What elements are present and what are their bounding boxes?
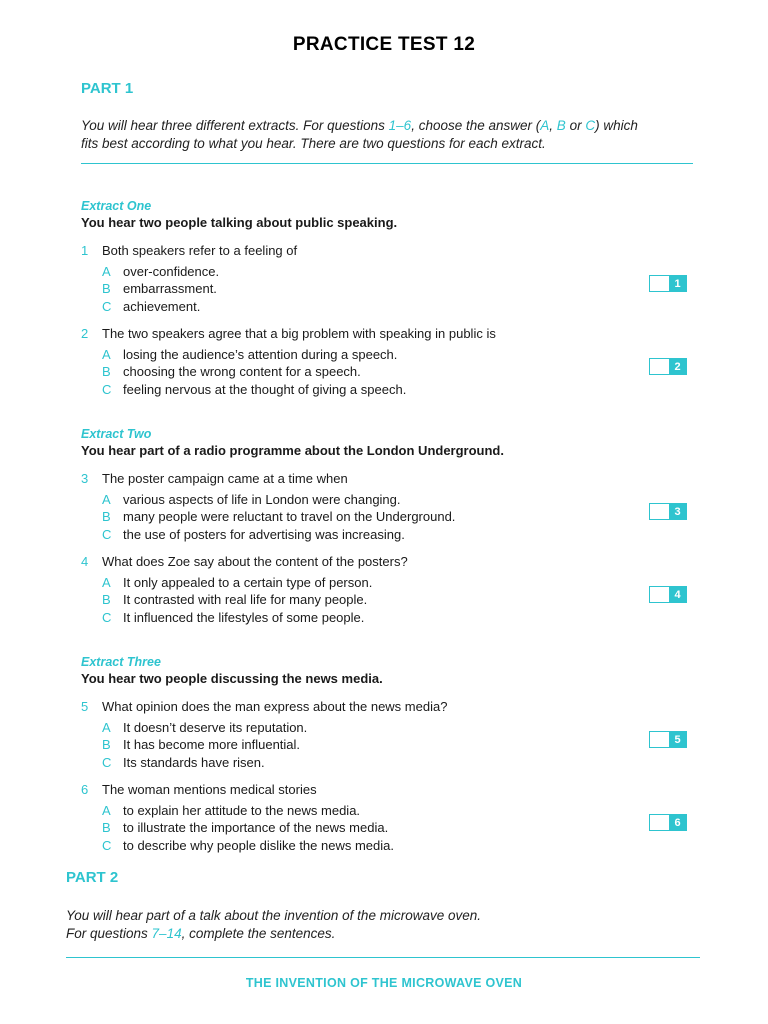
answer-blank[interactable] xyxy=(650,276,669,291)
extract-label: Extract One xyxy=(81,199,152,213)
option-letter: C xyxy=(102,381,112,397)
answer-box-5[interactable] xyxy=(649,731,687,748)
part1-heading: PART 1 xyxy=(81,80,134,97)
instr-letter-c: C xyxy=(585,118,596,133)
answer-box-2[interactable] xyxy=(649,358,687,375)
part2-divider xyxy=(66,957,700,958)
extract-one xyxy=(81,198,681,232)
option-text: losing the audience’s attention during a speech. xyxy=(123,346,398,362)
extract-description: You hear two people discussing the news media. xyxy=(81,671,383,686)
option-text: feeling nervous at the thought of giving a speech. xyxy=(123,381,407,397)
part1-instructions xyxy=(81,117,701,153)
instr-line2: fits best according to what you hear. There are two questions for each extract. xyxy=(81,136,546,151)
question-text: The woman mentions medical stories xyxy=(102,782,317,797)
option-text: to describe why people dislike the news media. xyxy=(123,837,394,853)
option-text: choosing the wrong content for a speech. xyxy=(123,364,361,379)
instr-line1: You will hear part of a talk about the invention of the microwave oven. xyxy=(66,908,481,923)
instr-text: , xyxy=(549,118,557,133)
answer-box-4[interactable] xyxy=(649,586,687,603)
option-text: It influenced the lifestyles of some people. xyxy=(123,609,365,625)
question-number: 6 xyxy=(81,782,89,797)
option-letter: B xyxy=(102,364,111,379)
extract-description: You hear two people talking about public speaking. xyxy=(81,215,398,230)
extract-two xyxy=(81,426,681,460)
page-title: PRACTICE TEST 12 xyxy=(292,34,476,55)
option-text: to illustrate the importance of the news media. xyxy=(123,820,389,835)
question-number: 3 xyxy=(81,471,89,486)
option-letter: C xyxy=(102,754,112,770)
option-letter: A xyxy=(102,719,111,735)
option-text: achievement. xyxy=(123,298,201,314)
question-1 xyxy=(81,242,641,315)
question-3 xyxy=(81,470,641,543)
instr-text: For questions xyxy=(66,926,152,941)
option-letter: A xyxy=(102,491,111,507)
instr-text: You will hear three different extracts. For questions xyxy=(81,118,389,133)
question-number: 5 xyxy=(81,699,89,714)
question-5 xyxy=(81,698,641,771)
option-text: It contrasted with real life for many people. xyxy=(123,592,368,607)
answer-number: 1 xyxy=(669,276,686,291)
instr-text: , complete the sentences. xyxy=(181,926,336,941)
answer-number: 2 xyxy=(669,359,686,374)
option-letter: B xyxy=(102,737,111,752)
option-text: various aspects of life in London were changing. xyxy=(123,491,401,507)
option-text: over-confidence. xyxy=(123,263,220,279)
option-text: It only appealed to a certain type of person. xyxy=(123,574,373,590)
instr-text: or xyxy=(565,118,586,133)
answer-number: 3 xyxy=(669,504,686,519)
option-text: embarrassment. xyxy=(123,281,217,296)
question-text: The poster campaign came at a time when xyxy=(102,471,348,486)
question-4 xyxy=(81,553,641,626)
option-letter: B xyxy=(102,281,111,296)
option-text: to explain her attitude to the news media. xyxy=(123,802,361,818)
answer-number: 5 xyxy=(669,732,686,747)
answer-number: 6 xyxy=(669,815,686,830)
question-number: 4 xyxy=(81,554,89,569)
option-letter: B xyxy=(102,592,111,607)
answer-blank[interactable] xyxy=(650,587,669,602)
answer-blank[interactable] xyxy=(650,359,669,374)
question-6 xyxy=(81,781,641,854)
question-text: What opinion does the man express about the news media? xyxy=(102,699,448,714)
instr-text: ) which xyxy=(595,118,638,133)
extract-description: You hear part of a radio programme about the London Underground. xyxy=(81,443,504,458)
option-letter: C xyxy=(102,298,112,314)
extract-three xyxy=(81,654,681,688)
part2-instructions xyxy=(66,907,706,943)
question-text: Both speakers refer to a feeling of xyxy=(102,243,298,258)
instr-letter-b: B xyxy=(556,118,566,133)
answer-number: 4 xyxy=(669,587,686,602)
option-letter: C xyxy=(102,526,112,542)
option-text: many people were reluctant to travel on the Underground. xyxy=(123,509,456,524)
option-letter: B xyxy=(102,509,111,524)
instr-range: 7–14 xyxy=(151,926,182,941)
part1-divider xyxy=(81,163,693,164)
question-2 xyxy=(81,325,641,398)
question-text: What does Zoe say about the content of the posters? xyxy=(102,554,408,569)
instr-range: 1–6 xyxy=(388,118,412,133)
option-text: Its standards have risen. xyxy=(123,754,265,770)
option-text: It doesn’t deserve its reputation. xyxy=(123,719,308,735)
extract-label: Extract Two xyxy=(81,427,152,441)
option-letter: A xyxy=(102,802,111,818)
question-number: 1 xyxy=(81,243,89,258)
answer-box-6[interactable] xyxy=(649,814,687,831)
option-letter: A xyxy=(102,263,111,279)
instr-text: , choose the answer ( xyxy=(411,118,541,133)
answer-blank[interactable] xyxy=(650,504,669,519)
option-text: the use of posters for advertising was increasing. xyxy=(123,526,405,542)
extract-label: Extract Three xyxy=(81,655,161,669)
question-text: The two speakers agree that a big problem with speaking in public is xyxy=(102,326,496,341)
option-letter: C xyxy=(102,609,112,625)
part2-heading: PART 2 xyxy=(66,869,119,886)
option-letter: A xyxy=(102,346,111,362)
question-number: 2 xyxy=(81,326,89,341)
answer-box-1[interactable] xyxy=(649,275,687,292)
section-subtitle: THE INVENTION OF THE MICROWAVE OVEN xyxy=(245,976,523,990)
option-letter: A xyxy=(102,574,111,590)
instr-letter-a: A xyxy=(540,118,550,133)
option-text: It has become more influential. xyxy=(123,737,301,752)
option-letter: B xyxy=(102,820,111,835)
answer-blank[interactable] xyxy=(650,732,669,747)
option-letter: C xyxy=(102,837,112,853)
answer-blank[interactable] xyxy=(650,815,669,830)
answer-box-3[interactable] xyxy=(649,503,687,520)
